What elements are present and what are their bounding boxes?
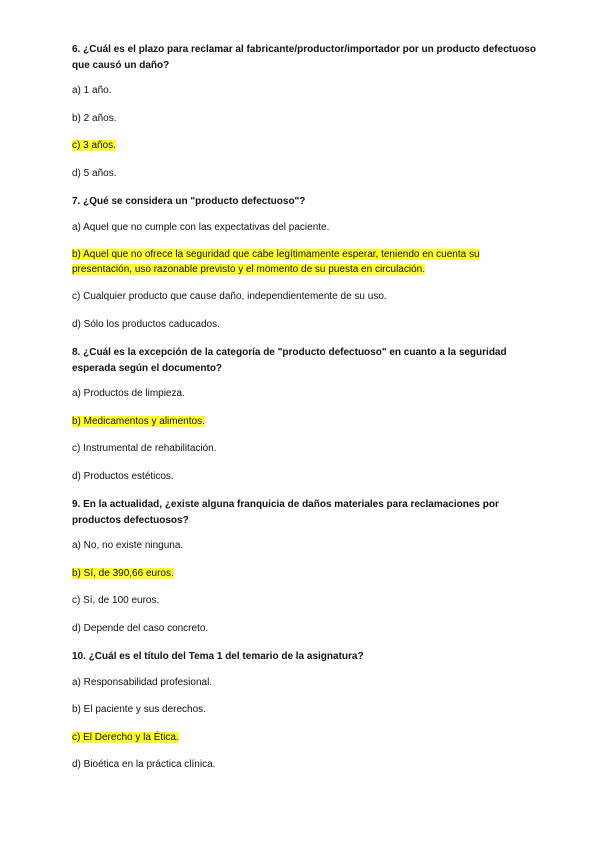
question-text xyxy=(72,42,542,73)
question-number: 10. xyxy=(72,651,86,662)
question-number: 7. xyxy=(72,196,81,207)
answer-option xyxy=(72,567,542,582)
option-text: a) 1 año. xyxy=(72,85,112,96)
answer-option xyxy=(72,676,542,691)
answer-option xyxy=(72,139,542,154)
answer-option xyxy=(72,221,542,236)
option-text: a) Responsabilidad profesional. xyxy=(72,676,213,688)
answer-option xyxy=(72,290,542,305)
question-prompt: ¿Cuál es el título del Tema 1 del temario de la asignatura? xyxy=(88,651,364,662)
answer-option xyxy=(72,84,542,99)
question-6 xyxy=(72,42,542,181)
answer-option xyxy=(72,622,542,637)
option-text: b) Aquel que no ofrece la seguridad que cabe legítimamente esperar, teniendo en cuenta su presentación, uso razonable previsto y el momento de su puesta en circulación. xyxy=(72,249,480,275)
answer-option xyxy=(72,703,542,718)
question-text xyxy=(72,497,542,528)
option-text: b) Sí, de 390,66 euros. xyxy=(72,567,174,579)
option-text: b) 2 años. xyxy=(72,112,117,124)
question-text xyxy=(72,649,542,665)
option-text: c) El Derecho y la Ética. xyxy=(72,731,179,743)
answer-option xyxy=(72,758,542,773)
question-prompt: ¿Cuál es la excepción de la categoría de "producto defectuoso" en cuanto a la seguridad esperada según el documento? xyxy=(72,347,507,374)
option-text: a) Aquel que no cumple con las expectativas del paciente. xyxy=(72,221,330,233)
option-text: c) Sí, de 100 euros. xyxy=(72,595,160,606)
option-text: d) Depende del caso concreto. xyxy=(72,622,209,634)
document-page xyxy=(72,42,542,786)
answer-option xyxy=(72,167,542,182)
question-number: 6. xyxy=(72,44,81,55)
option-text: d) Productos estéticos. xyxy=(72,470,174,482)
question-text xyxy=(72,194,542,210)
option-text: b) Medicamentos y alimentos. xyxy=(72,415,205,427)
answer-option xyxy=(72,318,542,333)
question-prompt: ¿Qué se considera un "producto defectuoso"? xyxy=(83,196,306,207)
option-text: d) Sólo los productos caducados. xyxy=(72,318,220,330)
question-text xyxy=(72,345,542,376)
option-text: a) Productos de limpieza. xyxy=(72,388,185,399)
option-text: a) No, no existe ninguna. xyxy=(72,540,184,551)
option-text: d) 5 años. xyxy=(72,167,117,179)
answer-option xyxy=(72,112,542,127)
answer-option xyxy=(72,248,542,277)
question-10 xyxy=(72,649,542,773)
option-text: b) El paciente y sus derechos. xyxy=(72,704,206,715)
question-number: 8. xyxy=(72,347,81,358)
answer-option xyxy=(72,539,542,554)
question-prompt: ¿Cuál es el plazo para reclamar al fabricante/productor/importador por un producto defectuoso que causó un daño? xyxy=(72,44,536,71)
option-text: c) Instrumental de rehabilitación. xyxy=(72,443,217,454)
answer-option xyxy=(72,442,542,457)
answer-option xyxy=(72,594,542,609)
question-7 xyxy=(72,194,542,332)
answer-option xyxy=(72,731,542,746)
option-text: c) Cualquier producto que cause daño, independientemente de su uso. xyxy=(72,291,387,302)
question-prompt: En la actualidad, ¿existe alguna franquicia de daños materiales para reclamaciones por productos defectuosos? xyxy=(72,499,499,526)
answer-option xyxy=(72,387,542,402)
question-8 xyxy=(72,345,542,484)
option-text: d) Bioética en la práctica clínica. xyxy=(72,759,216,770)
question-number: 9. xyxy=(72,499,81,510)
answer-option xyxy=(72,415,542,430)
answer-option xyxy=(72,470,542,485)
option-text: c) 3 años. xyxy=(72,140,116,151)
question-9 xyxy=(72,497,542,636)
